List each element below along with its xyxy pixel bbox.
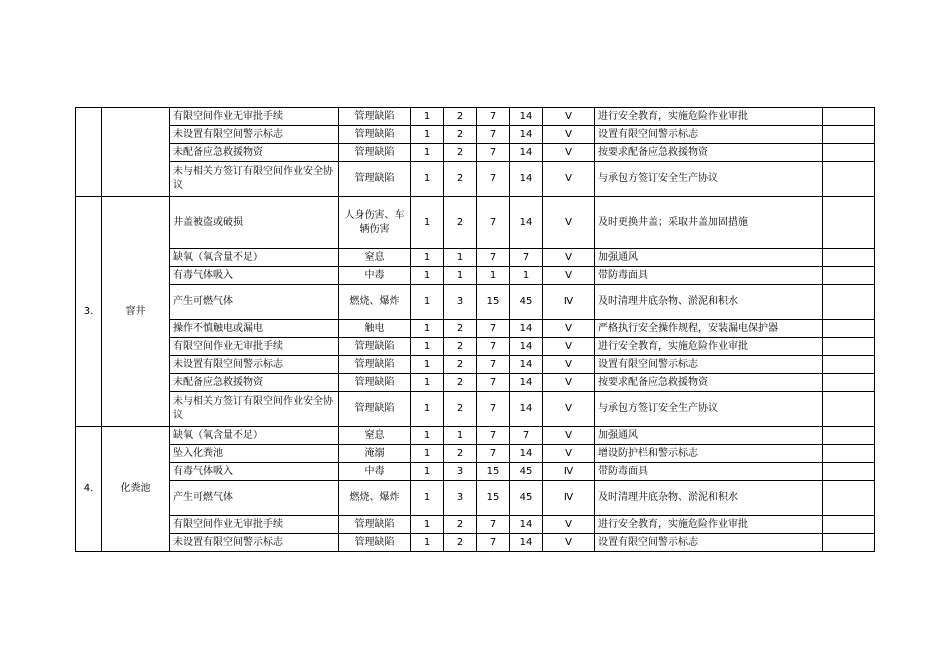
- type-cell: 管理缺陷: [339, 108, 411, 126]
- note-cell: [823, 320, 875, 338]
- e-value-cell: 2: [444, 445, 477, 463]
- c-value-cell: 7: [477, 516, 510, 534]
- measure-cell: 进行安全教育，实施危险作业审批: [595, 108, 823, 126]
- l-value-cell: 1: [411, 144, 444, 162]
- group-number-cell: 3.: [76, 197, 102, 427]
- table-row: [76, 463, 875, 481]
- e-value-cell: 1: [444, 427, 477, 445]
- note-cell: [823, 126, 875, 144]
- c-value-cell: 7: [477, 356, 510, 374]
- measure-cell: 加强通风: [595, 427, 823, 445]
- c-value-cell: 7: [477, 534, 510, 552]
- c-value-cell: 7: [477, 108, 510, 126]
- level-cell: Ⅴ: [543, 427, 595, 445]
- hazard-cell: 坠入化粪池: [170, 445, 339, 463]
- d-value-cell: 14: [510, 356, 543, 374]
- e-value-cell: 2: [444, 356, 477, 374]
- c-value-cell: 7: [477, 374, 510, 392]
- table-row: [76, 427, 875, 445]
- type-cell: 窒息: [339, 249, 411, 267]
- d-value-cell: 45: [510, 481, 543, 516]
- d-value-cell: 14: [510, 338, 543, 356]
- l-value-cell: 1: [411, 481, 444, 516]
- l-value-cell: 1: [411, 197, 444, 249]
- level-cell: Ⅴ: [543, 320, 595, 338]
- risk-table-body: [76, 108, 875, 552]
- table-row: [76, 445, 875, 463]
- d-value-cell: 14: [510, 320, 543, 338]
- e-value-cell: 2: [444, 144, 477, 162]
- level-cell: Ⅴ: [543, 267, 595, 285]
- l-value-cell: 1: [411, 374, 444, 392]
- d-value-cell: 45: [510, 285, 543, 320]
- table-row: [76, 516, 875, 534]
- hazard-cell: 未与相关方签订有限空间作业安全协议: [170, 162, 339, 197]
- note-cell: [823, 144, 875, 162]
- e-value-cell: 3: [444, 481, 477, 516]
- e-value-cell: 2: [444, 320, 477, 338]
- c-value-cell: 7: [477, 445, 510, 463]
- l-value-cell: 1: [411, 249, 444, 267]
- c-value-cell: 7: [477, 162, 510, 197]
- level-cell: Ⅴ: [543, 249, 595, 267]
- table-row: [76, 481, 875, 516]
- table-row: [76, 392, 875, 427]
- c-value-cell: 15: [477, 481, 510, 516]
- d-value-cell: 14: [510, 197, 543, 249]
- table-row: [76, 338, 875, 356]
- table-row: [76, 374, 875, 392]
- type-cell: 管理缺陷: [339, 126, 411, 144]
- d-value-cell: 45: [510, 463, 543, 481]
- l-value-cell: 1: [411, 445, 444, 463]
- type-cell: 管理缺陷: [339, 338, 411, 356]
- e-value-cell: 2: [444, 108, 477, 126]
- table-row: [76, 144, 875, 162]
- e-value-cell: 2: [444, 516, 477, 534]
- c-value-cell: 7: [477, 392, 510, 427]
- level-cell: Ⅳ: [543, 285, 595, 320]
- c-value-cell: 15: [477, 285, 510, 320]
- note-cell: [823, 285, 875, 320]
- level-cell: Ⅴ: [543, 356, 595, 374]
- e-value-cell: 2: [444, 534, 477, 552]
- type-cell: 管理缺陷: [339, 392, 411, 427]
- level-cell: Ⅴ: [543, 144, 595, 162]
- c-value-cell: 7: [477, 126, 510, 144]
- c-value-cell: 7: [477, 320, 510, 338]
- e-value-cell: 3: [444, 285, 477, 320]
- level-cell: Ⅴ: [543, 197, 595, 249]
- e-value-cell: 2: [444, 162, 477, 197]
- level-cell: Ⅴ: [543, 392, 595, 427]
- type-cell: 窒息: [339, 427, 411, 445]
- type-cell: 燃烧、爆炸: [339, 481, 411, 516]
- hazard-cell: 缺氧（氧含量不足）: [170, 249, 339, 267]
- d-value-cell: 14: [510, 144, 543, 162]
- e-value-cell: 2: [444, 392, 477, 427]
- table-row: [76, 356, 875, 374]
- group-number-cell: 4.: [76, 427, 102, 552]
- hazard-cell: 未与相关方签订有限空间作业安全协议: [170, 392, 339, 427]
- hazard-cell: 产生可燃气体: [170, 481, 339, 516]
- d-value-cell: 7: [510, 249, 543, 267]
- type-cell: 管理缺陷: [339, 356, 411, 374]
- d-value-cell: 14: [510, 392, 543, 427]
- hazard-cell: 缺氧（氧含量不足）: [170, 427, 339, 445]
- l-value-cell: 1: [411, 126, 444, 144]
- l-value-cell: 1: [411, 267, 444, 285]
- note-cell: [823, 463, 875, 481]
- note-cell: [823, 356, 875, 374]
- l-value-cell: 1: [411, 392, 444, 427]
- risk-assessment-table: [75, 107, 875, 552]
- hazard-cell: 未设置有限空间警示标志: [170, 126, 339, 144]
- table-row: [76, 162, 875, 197]
- table-row: [76, 285, 875, 320]
- l-value-cell: 1: [411, 463, 444, 481]
- measure-cell: 及时清理井底杂物、淤泥和积水: [595, 481, 823, 516]
- d-value-cell: 7: [510, 427, 543, 445]
- d-value-cell: 14: [510, 126, 543, 144]
- type-cell: 中毒: [339, 463, 411, 481]
- level-cell: Ⅴ: [543, 534, 595, 552]
- type-cell: 管理缺陷: [339, 144, 411, 162]
- table-row: [76, 267, 875, 285]
- level-cell: Ⅴ: [543, 338, 595, 356]
- d-value-cell: 14: [510, 108, 543, 126]
- table-row: [76, 320, 875, 338]
- measure-cell: 设置有限空间警示标志: [595, 356, 823, 374]
- hazard-cell: 未设置有限空间警示标志: [170, 534, 339, 552]
- c-value-cell: 7: [477, 338, 510, 356]
- level-cell: Ⅴ: [543, 516, 595, 534]
- note-cell: [823, 374, 875, 392]
- measure-cell: 与承包方签订安全生产协议: [595, 392, 823, 427]
- c-value-cell: 7: [477, 427, 510, 445]
- c-value-cell: 7: [477, 144, 510, 162]
- note-cell: [823, 162, 875, 197]
- group-name-cell: 化粪池: [102, 427, 170, 552]
- level-cell: Ⅴ: [543, 445, 595, 463]
- l-value-cell: 1: [411, 320, 444, 338]
- measure-cell: 进行安全教育，实施危险作业审批: [595, 338, 823, 356]
- hazard-cell: 有毒气体吸入: [170, 463, 339, 481]
- d-value-cell: 14: [510, 162, 543, 197]
- type-cell: 管理缺陷: [339, 516, 411, 534]
- hazard-cell: 产生可燃气体: [170, 285, 339, 320]
- d-value-cell: 14: [510, 534, 543, 552]
- note-cell: [823, 427, 875, 445]
- c-value-cell: 7: [477, 197, 510, 249]
- type-cell: 管理缺陷: [339, 374, 411, 392]
- table-row: [76, 197, 875, 249]
- hazard-cell: 有限空间作业无审批手续: [170, 108, 339, 126]
- measure-cell: 与承包方签订安全生产协议: [595, 162, 823, 197]
- type-cell: 触电: [339, 320, 411, 338]
- hazard-cell: 井盖被盗或破损: [170, 197, 339, 249]
- l-value-cell: 1: [411, 162, 444, 197]
- e-value-cell: 2: [444, 197, 477, 249]
- level-cell: Ⅴ: [543, 374, 595, 392]
- measure-cell: 设置有限空间警示标志: [595, 126, 823, 144]
- type-cell: 管理缺陷: [339, 534, 411, 552]
- hazard-cell: 有毒气体吸入: [170, 267, 339, 285]
- table-row: [76, 249, 875, 267]
- level-cell: Ⅴ: [543, 126, 595, 144]
- note-cell: [823, 516, 875, 534]
- l-value-cell: 1: [411, 338, 444, 356]
- note-cell: [823, 197, 875, 249]
- type-cell: 中毒: [339, 267, 411, 285]
- type-cell: 管理缺陷: [339, 162, 411, 197]
- measure-cell: 加强通风: [595, 249, 823, 267]
- e-value-cell: 2: [444, 126, 477, 144]
- hazard-cell: 未配备应急救援物资: [170, 374, 339, 392]
- c-value-cell: 15: [477, 463, 510, 481]
- hazard-cell: 有限空间作业无审批手续: [170, 338, 339, 356]
- l-value-cell: 1: [411, 285, 444, 320]
- note-cell: [823, 481, 875, 516]
- group-name-cell: 窨井: [102, 197, 170, 427]
- l-value-cell: 1: [411, 427, 444, 445]
- c-value-cell: 7: [477, 249, 510, 267]
- d-value-cell: 1: [510, 267, 543, 285]
- group-name-cell: [102, 108, 170, 197]
- hazard-cell: 未设置有限空间警示标志: [170, 356, 339, 374]
- note-cell: [823, 108, 875, 126]
- level-cell: Ⅳ: [543, 463, 595, 481]
- level-cell: Ⅳ: [543, 481, 595, 516]
- note-cell: [823, 249, 875, 267]
- l-value-cell: 1: [411, 356, 444, 374]
- measure-cell: 带防毒面具: [595, 463, 823, 481]
- note-cell: [823, 267, 875, 285]
- measure-cell: 及时更换井盖；采取井盖加固措施: [595, 197, 823, 249]
- hazard-cell: 操作不慎触电或漏电: [170, 320, 339, 338]
- measure-cell: 按要求配备应急救援物资: [595, 144, 823, 162]
- note-cell: [823, 445, 875, 463]
- l-value-cell: 1: [411, 108, 444, 126]
- table-row: [76, 126, 875, 144]
- e-value-cell: 1: [444, 267, 477, 285]
- measure-cell: 进行安全教育，实施危险作业审批: [595, 516, 823, 534]
- d-value-cell: 14: [510, 445, 543, 463]
- hazard-cell: 有限空间作业无审批手续: [170, 516, 339, 534]
- hazard-cell: 未配备应急救援物资: [170, 144, 339, 162]
- e-value-cell: 2: [444, 338, 477, 356]
- note-cell: [823, 534, 875, 552]
- type-cell: 燃烧、爆炸: [339, 285, 411, 320]
- l-value-cell: 1: [411, 534, 444, 552]
- note-cell: [823, 392, 875, 427]
- type-cell: 人身伤害、车辆伤害: [339, 197, 411, 249]
- type-cell: 淹溺: [339, 445, 411, 463]
- measure-cell: 严格执行安全操作规程，安装漏电保护器: [595, 320, 823, 338]
- measure-cell: 及时清理井底杂物、淤泥和积水: [595, 285, 823, 320]
- e-value-cell: 3: [444, 463, 477, 481]
- note-cell: [823, 338, 875, 356]
- group-number-cell: [76, 108, 102, 197]
- measure-cell: 设置有限空间警示标志: [595, 534, 823, 552]
- measure-cell: 带防毒面具: [595, 267, 823, 285]
- measure-cell: 增设防护栏和警示标志: [595, 445, 823, 463]
- d-value-cell: 14: [510, 374, 543, 392]
- table-row: [76, 108, 875, 126]
- e-value-cell: 1: [444, 249, 477, 267]
- level-cell: Ⅴ: [543, 108, 595, 126]
- e-value-cell: 2: [444, 374, 477, 392]
- l-value-cell: 1: [411, 516, 444, 534]
- measure-cell: 按要求配备应急救援物资: [595, 374, 823, 392]
- level-cell: Ⅴ: [543, 162, 595, 197]
- c-value-cell: 1: [477, 267, 510, 285]
- table-row: [76, 534, 875, 552]
- d-value-cell: 14: [510, 516, 543, 534]
